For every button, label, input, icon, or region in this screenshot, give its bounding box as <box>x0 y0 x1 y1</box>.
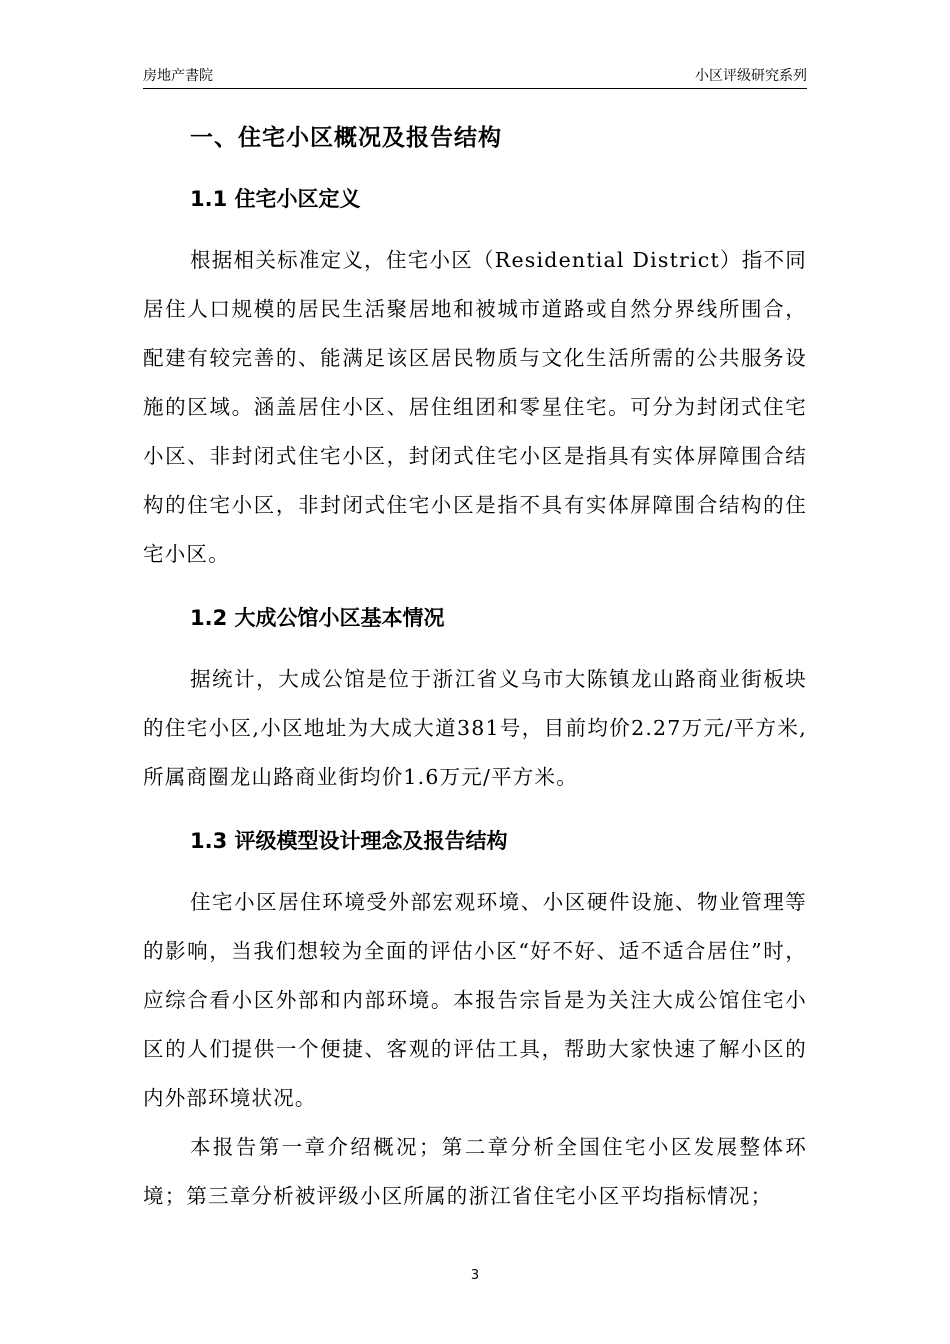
header-publisher: 房地产書院 <box>143 68 213 84</box>
chapter-title: 一、住宅小区概况及报告结构 <box>190 125 502 151</box>
section-title-1-3: 1.3 评级模型设计理念及报告结构 <box>190 829 508 853</box>
page-content <box>143 112 807 1221</box>
section-1-3-paragraph-2: 本报告第一章介绍概况；第二章分析全国住宅小区发展整体环境；第三章分析被评级小区所属的浙江省住宅小区平均指标情况； <box>143 1135 807 1208</box>
header-series: 小区评级研究系列 <box>695 68 807 84</box>
page-header <box>143 66 807 89</box>
section-1-1-paragraph: 根据相关标准定义，住宅小区（Residential District）指不同居住人口规模的居民生活聚居地和被城市道路或自然分界线所围合，配建有较完善的、能满足该区居民物质与文化生活所需的公共服务设施的区域。涵盖居住小区、居住组团和零星住宅。可分为封闭式住宅小区、非封闭式住宅小区，封闭式住宅小区是指具有实体屏障围合结构的住宅小区，非封闭式住宅小区是指不具有实体屏障围合结构的住宅小区。 <box>143 248 807 566</box>
section-1-2-paragraph: 据统计，大成公馆是位于浙江省义乌市大陈镇龙山路商业街板块的住宅小区,小区地址为大成大道381号，目前均价2.27万元/平方米,所属商圈龙山路商业街均价1.6万元/平方米。 <box>143 667 807 789</box>
section-1-3-paragraph-1: 住宅小区居住环境受外部宏观环境、小区硬件设施、物业管理等的影响，当我们想较为全面的评估小区“好不好、适不适合居住”时，应综合看小区外部和内部环境。本报告宗旨是为关注大成公馆住宅小区的人们提供一个便捷、客观的评估工具，帮助大家快速了解小区的内外部环境状况。 <box>143 890 807 1110</box>
section-title-1-2: 1.2 大成公馆小区基本情况 <box>190 606 445 630</box>
section-title-1-1: 1.1 住宅小区定义 <box>190 187 361 211</box>
page-number: 3 <box>470 1268 480 1283</box>
